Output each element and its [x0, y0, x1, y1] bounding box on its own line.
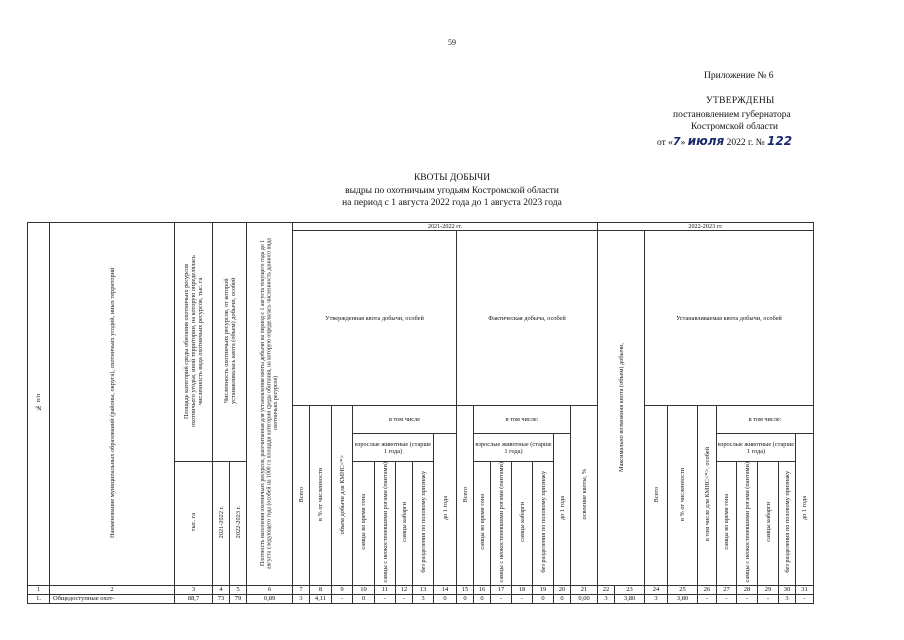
header-population: Численность охотничьих ресурсов, от которой устанавливалась квота (объем) добычи, особей [213, 223, 247, 462]
table-cell: - [512, 594, 533, 603]
header-density: Плотность населения охотничьих ресурсов, рассчитанная для установления квоты добычи на период с 1 августа текущего года до 1 августа следующего года (особей на 1000 га площади категории среды обитания, на которую определялась численность данного вида охотничьих ресурсов) [247, 223, 293, 586]
column-number: 28 [737, 585, 758, 594]
header-under1-1: до 1 года [434, 434, 457, 586]
column-number: 12 [396, 585, 413, 594]
header-adults-3: взрослые животные (старше 1 года) [717, 434, 796, 462]
column-number-row [28, 585, 814, 594]
table-cell: 3 [645, 594, 668, 603]
header-actual-harvest: Фактическая добыча, особей [457, 231, 598, 406]
header-under1-3: до 1 года [796, 434, 814, 586]
approval-date [657, 134, 792, 148]
column-number: 4 [213, 585, 230, 594]
table-cell: 1. [28, 594, 50, 603]
table-cell: 0 [434, 594, 457, 603]
header-kmns-1: объем добычи для КМНС<*> [332, 406, 353, 586]
column-number: 25 [668, 585, 698, 594]
document-title: КВОТЫ ДОБЫЧИ [413, 173, 491, 183]
column-number: 30 [779, 585, 796, 594]
header-rut-2: самцы во время гона [474, 462, 491, 586]
header-season-2022: 2022-2023 гг. [598, 223, 814, 231]
header-musk-3: самцы кабарги [758, 462, 779, 586]
table-cell: 0 [474, 594, 491, 603]
date-prefix: от « [657, 138, 673, 148]
table-cell: 79 [230, 594, 247, 603]
column-number: 7 [293, 585, 310, 594]
header-unossified-2: самцы с неокостеневшими рогами (пантами) [491, 462, 512, 586]
column-number: 23 [615, 585, 645, 594]
column-number: 27 [717, 585, 737, 594]
column-number: 16 [474, 585, 491, 594]
approval-line-2: Костромской области [691, 122, 778, 132]
table-cell: - [375, 594, 396, 603]
column-number: 20 [554, 585, 571, 594]
column-number: 13 [413, 585, 434, 594]
column-number: 17 [491, 585, 512, 594]
column-number: 5 [230, 585, 247, 594]
header-total-3: Всего [645, 406, 668, 586]
header-incl-1: в том числе [353, 406, 457, 434]
table-cell: 3 [413, 594, 434, 603]
header-approved-quota: Утвержденная квота добычи, особей [293, 231, 457, 406]
column-number: 11 [375, 585, 396, 594]
header-musk-2: самцы кабарги [512, 462, 533, 586]
table-cell: - [698, 594, 717, 603]
table-cell: - [396, 594, 413, 603]
column-number: 18 [512, 585, 533, 594]
table-cell: 88,7 [175, 594, 213, 603]
date-month-handwritten: июля [687, 134, 725, 148]
date-year: 2022 г. № [726, 138, 765, 148]
row-name-cell: Общедоступные охот- [50, 594, 175, 603]
header-pct-1: в % от численности [310, 406, 332, 586]
approval-heading: УТВЕРЖДЕНЫ [706, 96, 775, 106]
header-rut-1: самцы во время гона [353, 462, 375, 586]
column-number: 1 [28, 585, 50, 594]
header-set-quota: Устанавливаемая квота добычи, особей [645, 231, 814, 406]
header-nosex-3: без разделения по половому признаку [779, 462, 796, 586]
header-under1-2: до 1 года [554, 434, 571, 586]
table-cell: 0,00 [571, 594, 598, 603]
table-cell: 0 [353, 594, 375, 603]
header-pop-2022: 2022-2023 г. [230, 462, 247, 586]
table-cell: 3 [293, 594, 310, 603]
table-cell: - [491, 594, 512, 603]
header-pop-2021: 2021-2022 г. [213, 462, 230, 586]
header-area: Площадь категорий среды обитания охотничьих ресурсов охотничьего угодья, иной территории, на которую определялась численность вида охотничьих ресурсов, тыс. га [175, 223, 213, 462]
table-cell: 3,80 [668, 594, 698, 603]
header-musk-1: самцы кабарги [396, 462, 413, 586]
header-season-2021: 2021-2022 гг. [293, 223, 598, 231]
column-number: 19 [533, 585, 554, 594]
header-area-unit: тыс. га [175, 462, 213, 586]
column-number: 10 [353, 585, 375, 594]
table-cell: 0,89 [247, 594, 293, 603]
header-unossified-1: самцы с неокостеневшими рогами (пантами) [375, 462, 396, 586]
header-nosex-1: без разделения по половому признаку [413, 462, 434, 586]
table-cell: - [737, 594, 758, 603]
appendix-label: Приложение № 6 [704, 71, 774, 81]
table-cell: - [717, 594, 737, 603]
header-incl-3: в том числе: [717, 406, 814, 434]
page-number: 59 [448, 38, 456, 47]
table-cell: - [332, 594, 353, 603]
column-number: 24 [645, 585, 668, 594]
quota-table [27, 222, 814, 604]
table-cell: 3,80 [615, 594, 645, 603]
header-total-1: Всего [293, 406, 310, 586]
order-number-handwritten: 122 [767, 134, 793, 148]
header-rut-3: самцы во время гона [717, 462, 737, 586]
table-cell: 4,11 [310, 594, 332, 603]
table-cell: - [758, 594, 779, 603]
header-adults-1: взрослые животные (старше 1 года) [353, 434, 434, 462]
header-kmns-3: в том числе для КМНС<*>, особей [698, 406, 717, 586]
header-pct-3: в % от численности [668, 406, 698, 586]
column-number: 26 [698, 585, 717, 594]
date-day-handwritten: 7 [672, 135, 681, 148]
header-num: № п/п [28, 223, 50, 586]
header-development: освоение квоты, % [571, 406, 598, 586]
table-cell: - [796, 594, 814, 603]
column-number: 31 [796, 585, 814, 594]
column-number: 15 [457, 585, 474, 594]
table-cell: 3 [779, 594, 796, 603]
table-cell: 0 [554, 594, 571, 603]
approval-line-1: постановлением губернатора [673, 110, 791, 120]
document-period: на период с 1 августа 2022 года до 1 августа 2023 года [342, 198, 562, 208]
data-rows [28, 594, 814, 603]
table-cell: 3 [598, 594, 615, 603]
header-adults-2: взрослые животные (старше 1 года) [474, 434, 554, 462]
table-cell: 0 [457, 594, 474, 603]
header-nosex-2: без разделения по половому признаку [533, 462, 554, 586]
column-number: 22 [598, 585, 615, 594]
column-number: 6 [247, 585, 293, 594]
table-cell: 73 [213, 594, 230, 603]
header-total-2: Всего [457, 406, 474, 586]
column-number: 8 [310, 585, 332, 594]
date-mid: » [680, 138, 686, 148]
column-number: 9 [332, 585, 353, 594]
document-subtitle: выдры по охотничьим угодьям Костромской области [345, 186, 559, 196]
header-incl-2: в том числе: [474, 406, 571, 434]
table-cell: 0 [533, 594, 554, 603]
column-number: 14 [434, 585, 457, 594]
table-row [28, 594, 814, 603]
column-number: 3 [175, 585, 213, 594]
column-number: 21 [571, 585, 598, 594]
header-unossified-3: самцы с неокостеневшими рогами (пантами) [737, 462, 758, 586]
column-number: 29 [758, 585, 779, 594]
column-number: 2 [50, 585, 175, 594]
header-name: Наименование муниципальных образований (районы, округа), охотничьих угодий, иных территорий [50, 223, 175, 586]
header-max-quota: Максимально возможная квота (объем) добычи, [598, 231, 645, 586]
